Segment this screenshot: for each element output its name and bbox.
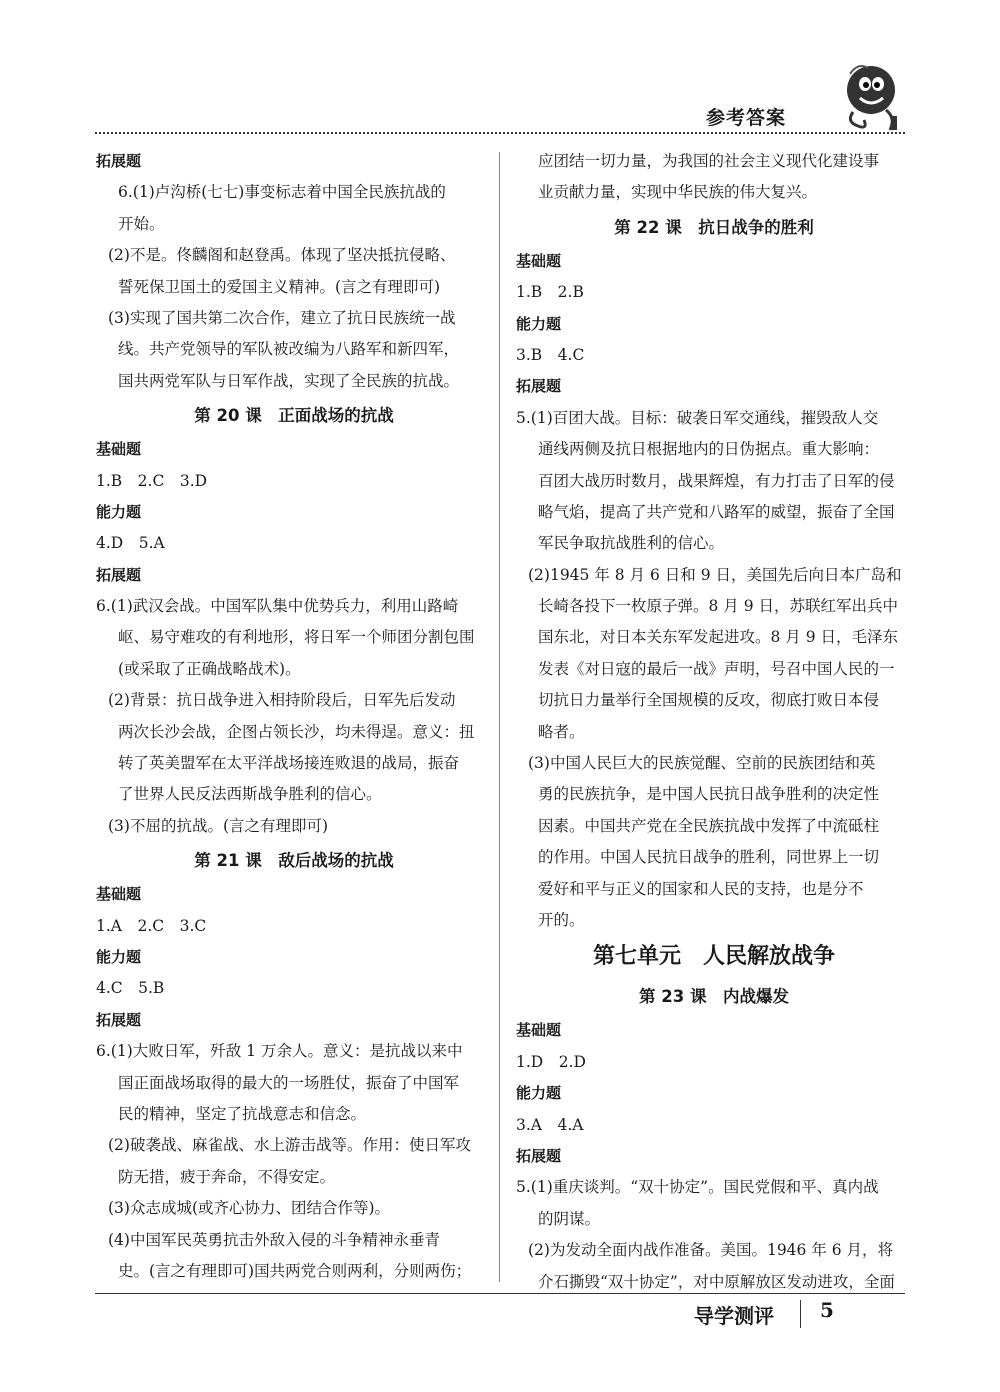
answer-line: 6.(1)大败日军，歼敌 1 万余人。意义：是抗战以来中: [96, 1042, 463, 1061]
answer-line: 1.A 2.C 3.C: [96, 916, 207, 935]
answer-line: (3)实现了国共第二次合作，建立了抗日民族统一战: [108, 308, 456, 327]
left-column: [96, 146, 492, 1287]
page-number: 5: [820, 1298, 834, 1322]
answer-line: 6.(1)卢沟桥(七七)事变标志着中国全民族抗战的: [118, 183, 446, 202]
answer-line: 通线两侧及抗日根据地内的日伪据点。重大影响：: [538, 440, 880, 459]
section-heading: 基础题: [96, 440, 142, 459]
answer-line: 防无措，疲于奔命，不得安定。: [118, 1167, 336, 1186]
header-divider: [95, 132, 905, 134]
section-heading: 拓展题: [516, 377, 562, 396]
answer-line: 国共两党军队与日军作战，实现了全民族的抗战。: [118, 371, 460, 390]
answer-line: 长崎各投下一枚原子弹。8 月 9 日，苏联红军出兵中: [538, 597, 899, 616]
answer-line: 的作用。中国人民抗日战争的胜利，同世界上一切: [538, 848, 880, 867]
answer-line: 5.(1)百团大战。目标：破袭日军交通线，摧毁敌人交: [516, 408, 879, 427]
answer-line: 3.B 4.C: [516, 345, 585, 364]
lesson-title: 第 23 课 内战爆发: [639, 987, 789, 1007]
right-column: [516, 146, 912, 1298]
section-heading: 拓展题: [96, 565, 142, 584]
section-heading: 能力题: [96, 502, 142, 521]
lesson-title: 第 20 课 正面战场的抗战: [194, 406, 394, 426]
section-heading: 拓展题: [96, 1010, 142, 1029]
answer-line: (2)不是。佟麟阁和赵登禹。体现了坚决抵抗侵略、: [108, 246, 456, 265]
answer-line: 军民争取抗战胜利的信心。: [538, 534, 725, 553]
answer-line: 爱好和平与正义的国家和人民的支持，也是分不: [538, 879, 864, 898]
answer-line: 1.B 2.C 3.D: [96, 471, 208, 490]
answer-line: 5.(1)重庆谈判。“双十协定”。国民党假和平、真内战: [516, 1178, 879, 1197]
answer-line: 3.A 4.A: [516, 1115, 584, 1134]
answer-line: 线。共产党领导的军队被改编为八路军和新四军，: [118, 340, 460, 359]
answer-line: 6.(1)武汉会战。中国军队集中优势兵力，利用山路崎: [96, 597, 459, 616]
answer-line: 应团结一切力量，为我国的社会主义现代化建设事: [538, 152, 880, 170]
answer-line: 1.D 2.D: [516, 1052, 586, 1071]
answer-line: (2)为发动全面内战作准备。美国。1946 年 6 月，将: [528, 1241, 894, 1260]
answer-line: (3)中国人民巨大的民族觉醒、空前的民族团结和英: [528, 754, 876, 773]
answer-line: 国正面战场取得的最大的一场胜仗，振奋了中国军: [118, 1073, 460, 1092]
answer-line: (2)背景：抗日战争进入相持阶段后，日军先后发动: [108, 691, 456, 710]
answer-line: 4.C 5.B: [96, 979, 165, 998]
answer-line: 因素。中国共产党在全民族抗战中发挥了中流砥柱: [538, 816, 880, 835]
answer-line: 誓死保卫国土的爱国主义精神。(言之有理即可): [118, 277, 441, 296]
answer-line: 开始。: [118, 214, 165, 233]
answer-line: 略气焰，提高了共产党和八路军的威望，振奋了全国: [538, 502, 895, 521]
answer-line: 百团大战历时数月，战果辉煌，有力打击了日军的侵: [538, 471, 895, 490]
lesson-title: 第 21 课 敌后战场的抗战: [194, 851, 394, 871]
answer-line: (2)破袭战、麻雀战、水上游击战等。作用：使日军攻: [108, 1136, 471, 1155]
answer-line: 切抗日力量举行全国规模的反攻，彻底打败日本侵: [538, 691, 880, 710]
answer-line: 史。(言之有理即可)国共两党合则两利，分则两伤；: [118, 1261, 472, 1280]
answer-line: 1.B 2.B: [516, 283, 584, 302]
section-heading: 基础题: [516, 1021, 562, 1040]
answer-line: 业贡献力量，实现中华民族的伟大复兴。: [538, 183, 818, 202]
footer-title: 导学测评: [694, 1304, 774, 1328]
section-heading: 能力题: [96, 947, 142, 966]
answer-line: 介石撕毁“双十协定”，对中原解放区发动进攻，全面: [538, 1272, 895, 1291]
answer-line: (或采取了正确战略战术)。: [118, 659, 301, 678]
answer-line: 两次长沙会战，企图占领长沙，均未得逞。意义：扭: [118, 722, 475, 741]
answer-line: 国东北，对日本关东军发起进攻。8 月 9 日，毛泽东: [538, 628, 899, 647]
section-heading: 拓展题: [516, 1146, 562, 1165]
footer-divider: [95, 1293, 905, 1294]
answer-line: 略者。: [538, 722, 585, 741]
answer-line: 的阴谋。: [538, 1209, 601, 1228]
answer-line: (3)众志成城(或齐心协力、团结合作等)。: [108, 1199, 391, 1218]
column-divider: [499, 152, 500, 1282]
answer-line: 开的。: [538, 910, 585, 929]
answer-line: (4)中国军民英勇抗击外敌入侵的斗争精神永垂青: [108, 1230, 440, 1249]
answer-line: 转了英美盟军在太平洋战场接连败退的战局，振奋: [118, 754, 460, 773]
watermark-logo: [880, 1305, 985, 1385]
lesson-title: 第 22 课 抗日战争的胜利: [614, 217, 814, 237]
answer-line: (2)1945 年 8 月 6 日和 9 日，美国先后向日本广岛和: [528, 565, 902, 584]
footer-separator: [800, 1300, 801, 1328]
answer-line: (3)不屈的抗战。(言之有理即可): [108, 816, 329, 835]
unit-title: 第七单元 人民解放战争: [592, 944, 835, 970]
section-heading: 能力题: [516, 314, 562, 333]
answer-line: 岖、易守难攻的有利地形，将日军一个师团分割包围: [118, 628, 475, 647]
answer-line: 了世界人民反法西斯战争胜利的信心。: [118, 785, 382, 804]
header-title: 参考答案: [706, 107, 787, 129]
answer-line: 勇的民族抗争，是中国人民抗日战争胜利的决定性: [538, 785, 880, 804]
section-heading: 基础题: [96, 885, 142, 904]
answer-line: 发表《对日寇的最后一战》声明，号召中国人民的一: [538, 659, 895, 678]
answer-line: 4.D 5.A: [96, 534, 165, 553]
section-heading: 基础题: [516, 251, 562, 270]
mascot-icon: [838, 60, 908, 136]
section-heading: 能力题: [516, 1084, 562, 1103]
section-heading: 拓展题: [96, 152, 142, 170]
answer-line: 民的精神，坚定了抗战意志和信念。: [118, 1104, 367, 1123]
